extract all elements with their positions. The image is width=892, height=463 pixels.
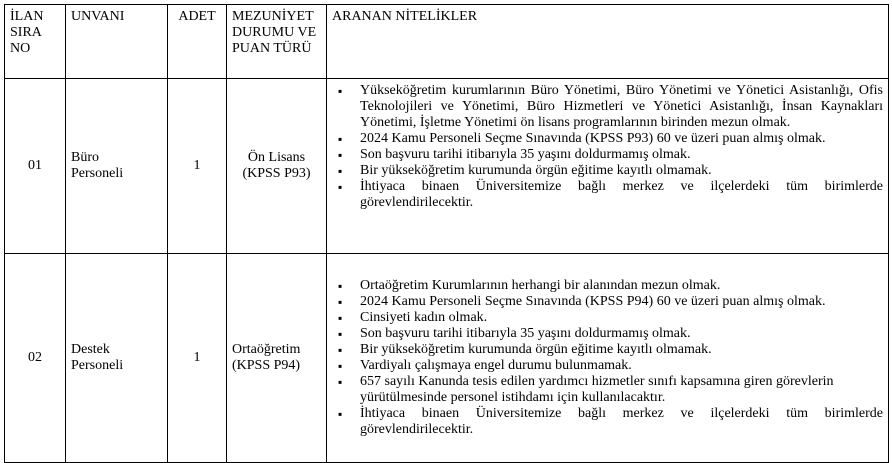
- list-item: ▪ 657 sayılı Kanunda tesis edilen yardımcı hizmetler sınıfı kapsamına giren görevlerin yürütülmesinde personel istihdamı için kullanılacaktır.: [360, 374, 883, 406]
- requirements-list: [332, 278, 883, 438]
- row-unvan: Büro Personeli: [66, 79, 168, 254]
- header-ilan-sira-no: İLAN SIRA NO: [5, 5, 66, 79]
- header-adet: ADET: [168, 5, 227, 79]
- list-item: ▪ Vardiyalı çalışmaya engel durumu bulunmamak.: [360, 358, 883, 374]
- list-item: ▪ 2024 Kamu Personeli Seçme Sınavında (KPSS P93) 60 ve üzeri puan almış olmak.: [360, 131, 883, 147]
- header-row: [5, 5, 889, 79]
- row-nitelikler: [327, 254, 889, 463]
- list-item: ▪ Son başvuru tarihi itibarıyla 35 yaşını doldurmamış olmak.: [360, 326, 883, 342]
- table-row: [5, 79, 889, 254]
- job-listing-table: [4, 4, 889, 463]
- list-item: ▪ İhtiyaca binaen Üniversitemize bağlı merkez ve ilçelerdeki tüm birimlerde görevlendirilecektir.: [360, 406, 883, 438]
- row-no: 02: [5, 254, 66, 463]
- row-adet: 1: [168, 254, 227, 463]
- row-adet: 1: [168, 79, 227, 254]
- table-row: [5, 254, 889, 463]
- row-no: 01: [5, 79, 66, 254]
- list-item: ▪ Son başvuru tarihi itibarıyla 35 yaşını doldurmamış olmak.: [360, 147, 883, 163]
- header-unvani: UNVANI: [66, 5, 168, 79]
- list-item: ▪ Yükseköğretim kurumlarının Büro Yönetimi, Büro Yönetimi ve Yönetici Asistanlığı, Ofis Teknolojileri ve Yönetimi, Büro Hizmetleri ve Yönetici Asistanlığı, İnsan Kaynakları Yönetimi, İşletme Yönetimi ön lisans programlarının birinden mezun olmak.: [360, 83, 883, 131]
- header-mezuniyet: MEZUNİYET DURUMU VE PUAN TÜRÜ: [227, 5, 327, 79]
- requirements-list: [332, 79, 883, 211]
- list-item: ▪ İhtiyaca binaen Üniversitemize bağlı merkez ve ilçelerdeki tüm birimlerde görevlendirilecektir.: [360, 179, 883, 211]
- row-mezuniyet: Ön Lisans (KPSS P93): [227, 79, 327, 254]
- header-aranan-nitelikler: ARANAN NİTELİKLER: [327, 5, 889, 79]
- list-item: ▪ Cinsiyeti kadın olmak.: [360, 310, 883, 326]
- list-item: ▪ Bir yükseköğretim kurumunda örgün eğitime kayıtlı olmamak.: [360, 163, 883, 179]
- row-unvan: Destek Personeli: [66, 254, 168, 463]
- row-nitelikler: [327, 79, 889, 254]
- list-item: ▪ Ortaöğretim Kurumlarının herhangi bir alanından mezun olmak.: [360, 278, 883, 294]
- row-mezuniyet: Ortaöğretim (KPSS P94): [227, 254, 327, 463]
- list-item: ▪ 2024 Kamu Personeli Seçme Sınavında (KPSS P94) 60 ve üzeri puan almış olmak.: [360, 294, 883, 310]
- list-item: ▪ Bir yükseköğretim kurumunda örgün eğitime kayıtlı olmamak.: [360, 342, 883, 358]
